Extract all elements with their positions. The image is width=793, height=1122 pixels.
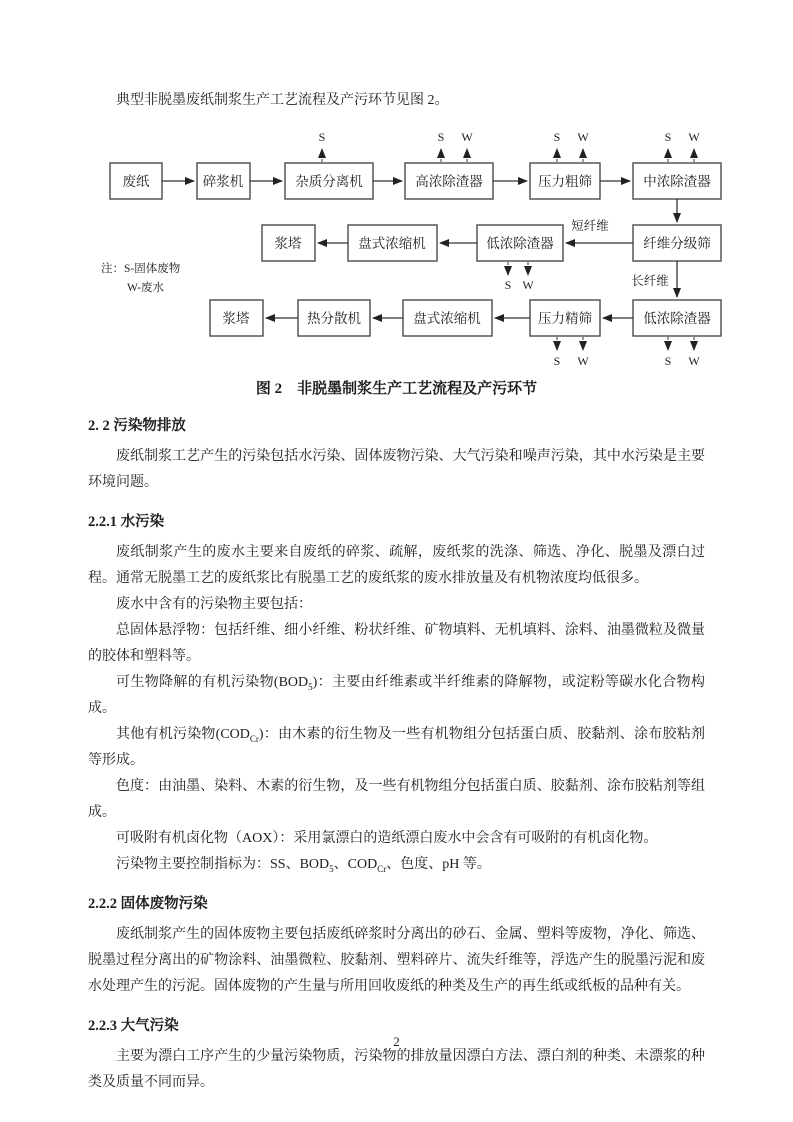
flow-node-label: 高浓除渣器 [415, 174, 483, 189]
subscript: Cr [249, 733, 259, 744]
solid-waste-label: S [437, 130, 445, 144]
flow-node-impurity-separator [285, 163, 373, 199]
flow-node-hc-cleaner [405, 163, 493, 199]
solid-waste-label: S [664, 130, 672, 144]
flow-node-fiber-fractionator [633, 225, 721, 261]
solid-waste-label: S [664, 354, 672, 368]
flow-node-mc-cleaner [633, 163, 721, 199]
section-2-2-2 [88, 893, 705, 1000]
body-paragraph-cod [88, 722, 705, 774]
flow-node-label: 浆塔 [222, 311, 250, 326]
body-paragraph: 色度：由油墨、染料、木素的衍生物，及一些有机物组分包括蛋白质、胶黏剂、涂布胶粘剂等组成。 [88, 779, 705, 820]
flow-node-label: 废纸 [122, 174, 150, 189]
flow-node-label: 纤维分级筛 [643, 236, 711, 251]
flow-node-lc-cleaner-2 [633, 300, 721, 336]
solid-waste-label: S [504, 278, 512, 292]
flow-node-label: 浆塔 [274, 236, 302, 251]
body-paragraph: 废纸制浆工艺产生的污染包括水污染、固体废物污染、大气污染和噪声污染，其中水污染是主要环境问题。 [88, 449, 705, 490]
flow-node-label: 压力粗筛 [538, 174, 592, 189]
flow-node-label: 低浓除渣器 [643, 311, 711, 326]
flow-node-pulper [197, 163, 250, 199]
body-paragraph: 废纸制浆产生的废水主要来自废纸的碎浆、疏解，废纸浆的洗涤、筛选、净化、脱墨及漂白过程。通常无脱墨工艺的废纸浆比有脱墨工艺的废纸浆的废水排放量及有机物浓度均低很多。 [88, 545, 705, 586]
flow-node-pulp-tower-1 [262, 225, 315, 261]
text-segment: )：主要由纤维素或半纤维素的降解物，或淀粉等碳水化合物构成。 [88, 675, 705, 716]
waste-water-label: W [461, 130, 473, 144]
flow-node-pressure-fine-screen [530, 300, 600, 336]
subscript: 5 [308, 681, 313, 692]
body-paragraph: 主要为漂白工序产生的少量污染物质，污染物的排放量因漂白方法、漂白剂的种类、未漂浆的种类及质量不同而异。 [88, 1049, 705, 1090]
flow-node-label: 杂质分离机 [295, 174, 363, 189]
note-line-2: W-废水 [127, 282, 165, 294]
waste-water-label: W [577, 130, 589, 144]
figure-2 [88, 124, 711, 400]
body-paragraph: 总固体悬浮物：包括纤维、细小纤维、粉状纤维、矿物填料、无机填料、涂料、油墨微粒及微量的胶体和塑料等。 [88, 623, 705, 664]
page-number: 2 [393, 1034, 400, 1049]
waste-water-label: W [688, 354, 700, 368]
section-heading: 2.2.3 大气污染 [88, 1018, 179, 1034]
figure-caption: 图 2 非脱墨制浆生产工艺流程及产污环节 [255, 381, 538, 397]
section-2-2-3 [88, 1015, 705, 1096]
text-segment: 、COD [333, 857, 378, 872]
waste-water-label: W [522, 278, 534, 292]
body-paragraph-bod [88, 670, 705, 722]
flow-node-disc-thickener-2 [403, 300, 492, 336]
text-segment: 可生物降解的有机污染物(BOD [116, 675, 309, 690]
subscript: 5 [329, 863, 334, 874]
process-flow-diagram [90, 124, 740, 374]
section-heading: 2.2.1 水污染 [88, 514, 165, 530]
solid-waste-label: S [553, 354, 561, 368]
flow-node-label: 压力精筛 [538, 311, 592, 326]
intro-paragraph: 典型非脱墨废纸制浆生产工艺流程及产污环节见图 2。 [116, 93, 449, 108]
body-paragraph-indicators [88, 852, 705, 878]
section-2-2 [88, 415, 705, 496]
subscript: Cr [377, 863, 387, 874]
note-line-1: 注：S-固体废物 [101, 263, 181, 275]
text-segment: 污染物主要控制指标为：SS、BOD [116, 857, 330, 872]
diagram-note [101, 261, 181, 294]
section-heading: 2.2.2 固体废物污染 [88, 896, 208, 912]
body-paragraph: 可吸附有机卤化物（AOX）：采用氯漂白的造纸漂白废水中会含有可吸附的有机卤化物。 [116, 831, 658, 846]
body-paragraph: 废纸制浆产生的固体废物主要包括废纸碎浆时分离出的砂石、金属、塑料等废物，净化、筛选、脱墨过程分离出的矿物涂料、油墨微粒、胶黏剂、塑料碎片、流失纤维等，浮选产生的脱墨污泥和废水处理产生的污泥。固体废物的产生量与所用回收废纸的种类及生产的再生纸或纸板的品种有关。 [88, 927, 705, 994]
flow-node-disc-thickener-1 [348, 225, 437, 261]
waste-water-label: W [688, 130, 700, 144]
short-fiber-label: 短纤维 [571, 219, 609, 233]
emission-arrows-row3 [554, 337, 701, 368]
solid-waste-label: S [318, 130, 326, 144]
flow-node-hot-disperser [298, 300, 370, 336]
flow-node-pulp-tower-2 [210, 300, 263, 336]
flow-node-lc-cleaner-1 [477, 225, 563, 261]
body-paragraph: 废水中含有的污染物主要包括： [116, 597, 312, 612]
text-segment: 其他有机污染物(COD [116, 727, 250, 742]
text-segment: )：由木素的衍生物及一些有机物组分包括蛋白质、胶黏剂、涂布胶粘剂等形成。 [88, 727, 705, 768]
waste-water-label: W [577, 354, 589, 368]
flow-node-pressure-coarse-screen [530, 163, 600, 199]
section-2-2-1 [88, 511, 705, 878]
long-fiber-branch [631, 261, 677, 297]
flow-node-label: 盘式浓缩机 [358, 236, 426, 251]
emission-arrows-row1 [319, 130, 701, 162]
flow-node-label: 碎浆机 [202, 174, 244, 189]
flow-node-label: 低浓除渣器 [486, 236, 554, 251]
flow-node-label: 盘式浓缩机 [413, 311, 481, 326]
text-segment: 、色度、pH 等。 [386, 857, 491, 872]
flow-node-label: 中浓除渣器 [643, 174, 711, 189]
flow-node-label: 热分散机 [307, 311, 361, 326]
long-fiber-label: 长纤维 [631, 274, 669, 288]
emission-arrows-row2 [505, 262, 535, 292]
solid-waste-label: S [553, 130, 561, 144]
flow-node-waste-paper [110, 163, 162, 199]
section-heading: 2. 2 污染物排放 [88, 418, 186, 434]
